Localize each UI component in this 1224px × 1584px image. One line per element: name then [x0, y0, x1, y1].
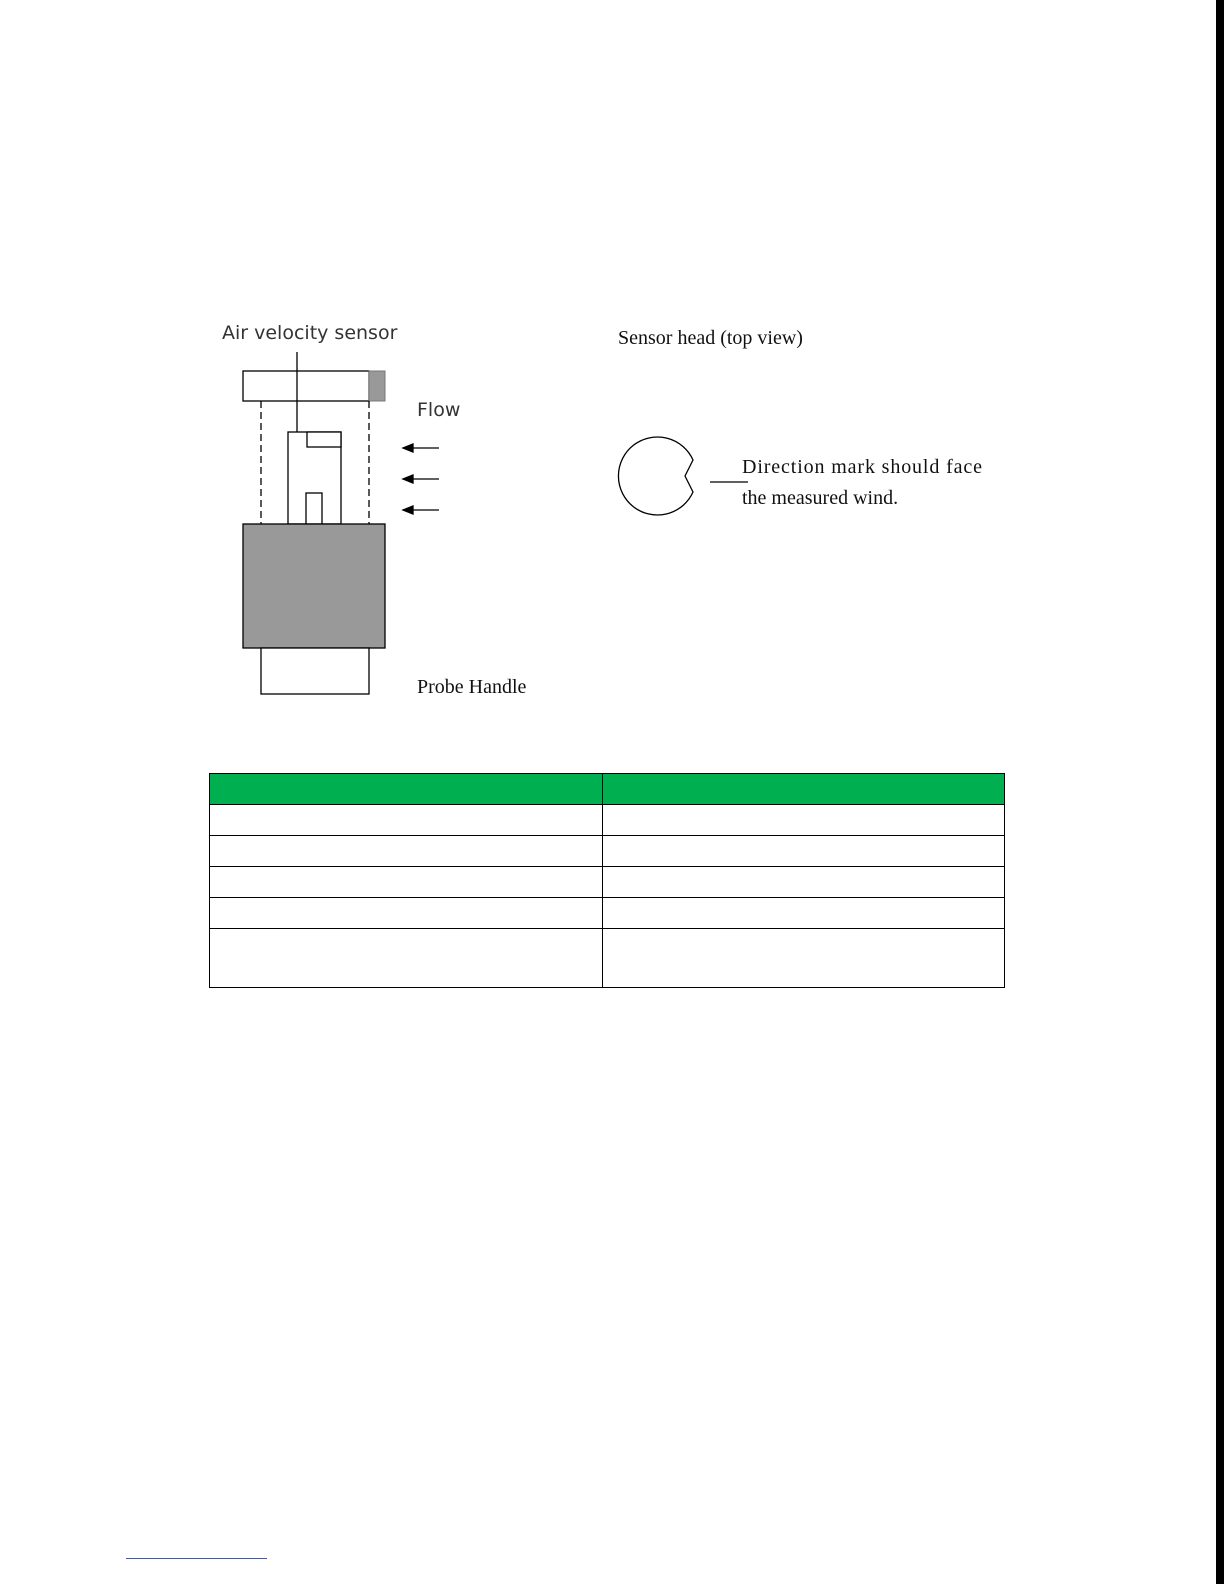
probe-cap-marker [369, 371, 385, 401]
direction-note-line1: Direction mark should face [742, 456, 982, 478]
sensor-head-circle [618, 437, 693, 515]
table-row [210, 898, 1005, 929]
table-header-cell [603, 774, 1005, 805]
table-header-cell [210, 774, 603, 805]
table-header-row [210, 774, 1005, 805]
air-velocity-sensor-label: Air velocity sensor [222, 322, 398, 344]
table-row [210, 929, 1005, 988]
table-cell [210, 929, 603, 988]
probe-handle-label: Probe Handle [417, 676, 527, 698]
flow-arrowhead-1 [403, 444, 413, 452]
table-cell [603, 867, 1005, 898]
table-row [210, 836, 1005, 867]
probe-diagram [0, 0, 1224, 760]
probe-body [243, 524, 385, 648]
flow-label: Flow [417, 399, 461, 421]
table-row [210, 805, 1005, 836]
table-cell [603, 929, 1005, 988]
flow-arrowhead-2 [403, 475, 413, 483]
table-cell [210, 836, 603, 867]
probe-top-cap [243, 371, 369, 401]
table-cell [603, 898, 1005, 929]
footnote-separator [126, 1558, 267, 1559]
table-cell [210, 867, 603, 898]
table-cell [603, 836, 1005, 867]
spec-table [209, 773, 1005, 988]
table-row [210, 867, 1005, 898]
flow-arrows [403, 444, 439, 514]
sensor-tab [307, 432, 341, 447]
sensor-stub [306, 493, 322, 524]
table-cell [210, 805, 603, 836]
sensor-head-label: Sensor head (top view) [618, 327, 803, 349]
table-cell [210, 898, 603, 929]
flow-arrowhead-3 [403, 506, 413, 514]
probe-handle [261, 648, 369, 694]
table-cell [603, 805, 1005, 836]
direction-note-line2: the measured wind. [742, 487, 899, 509]
